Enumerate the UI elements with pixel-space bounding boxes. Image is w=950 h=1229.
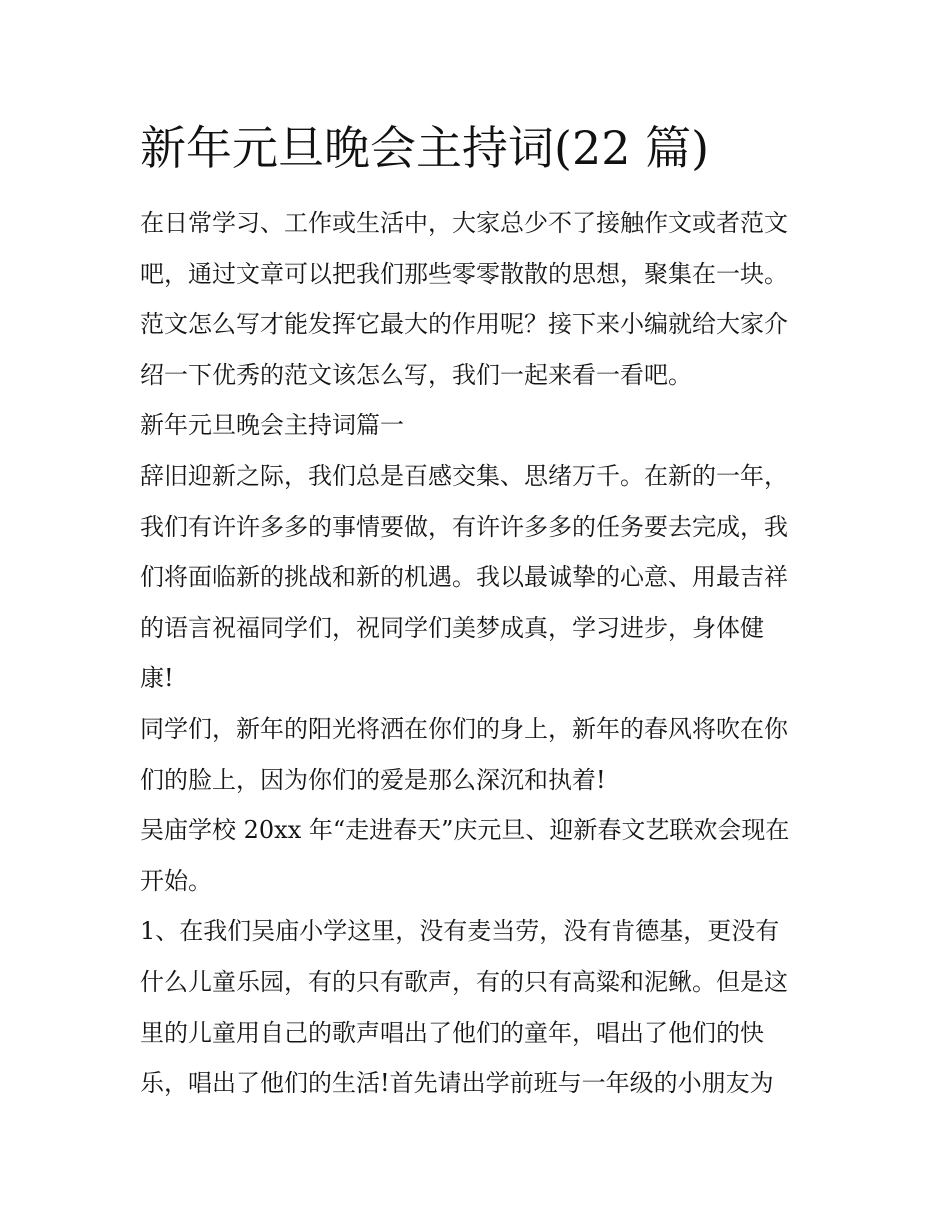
body-line: 们将面临新的挑战和新的机遇。我以最诚挚的心意、用最吉祥 (140, 563, 788, 592)
body-line: 辞旧迎新之际，我们总是百感交集、思绪万千。在新的一年， (140, 461, 788, 490)
body-line: 绍一下优秀的范文该怎么写，我们一起来看一看吧。 (140, 360, 692, 389)
body-line: 什么儿童乐园，有的只有歌声，有的只有高粱和泥鳅。但是这 (140, 967, 788, 996)
body-line: 吴庙学校 20xx 年“走进春天”庆元旦、迎新春文艺联欢会现在 (140, 816, 790, 845)
body-line: 里的儿童用自己的歌声唱出了他们的童年，唱出了他们的快 (140, 1018, 764, 1047)
document-title: 新年元旦晚会主持词(22 篇) (140, 121, 710, 175)
body-line: 我们有许许多多的事情要做，有许许多多的任务要去完成，我 (140, 512, 788, 541)
body-line: 范文怎么写才能发挥它最大的作用呢？接下来小编就给大家介 (140, 310, 788, 339)
body-line: 康! (140, 664, 174, 693)
document-body (140, 198, 815, 1109)
body-line: 同学们，新年的阳光将洒在你们的身上，新年的春风将吹在你 (140, 714, 788, 743)
section-heading: 新年元旦晚会主持词篇一 (140, 411, 404, 440)
body-line: 的语言祝福同学们，祝同学们美梦成真，学习进步，身体健 (140, 613, 764, 642)
body-line: 开始。 (140, 866, 212, 895)
body-line: 乐，唱出了他们的生活!首先请出学前班与一年级的小朋友为 (140, 1069, 774, 1098)
body-line: 吧，通过文章可以把我们那些零零散散的思想，聚集在一块。 (140, 259, 788, 288)
body-line: 在日常学习、工作或生活中，大家总少不了接触作文或者范文 (140, 209, 788, 237)
body-line: 们的脸上，因为你们的爱是那么深沉和执着! (140, 765, 606, 794)
body-line: 1、在我们吴庙小学这里，没有麦当劳，没有肯德基，更没有 (140, 917, 780, 946)
